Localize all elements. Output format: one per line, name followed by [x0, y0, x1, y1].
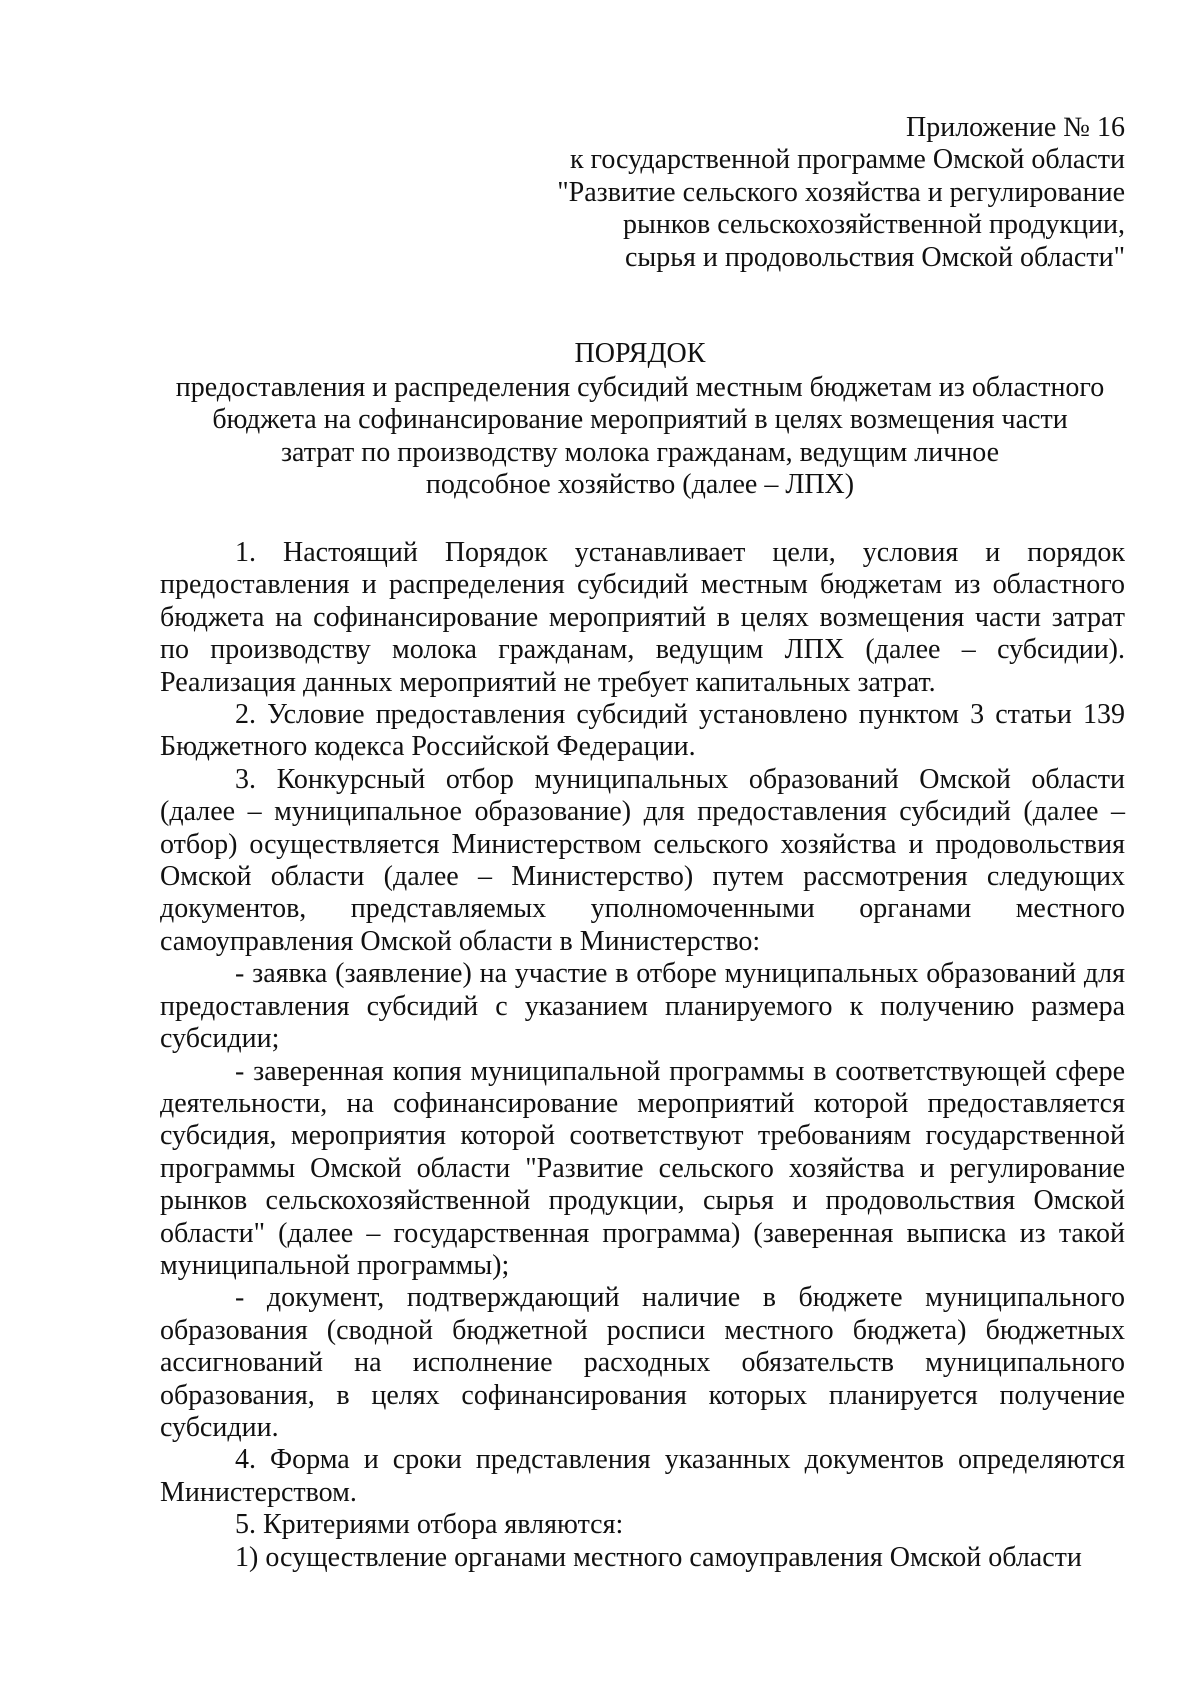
paragraph-2: 2. Условие предоставления субсидий установлено пунктом 3 статьи 139 Бюджетного кодекса Российской Федерации. — [160, 699, 1125, 763]
subtitle-line: предоставления и распределения субсидий местным бюджетам из областного — [175, 372, 1105, 403]
subtitle-line: бюджета на софинансирование мероприятий в целях возмещения части — [212, 404, 1068, 436]
document-title: ПОРЯДОК — [574, 338, 706, 369]
subtitle-line: затрат по производству молока гражданам, ведущим личное — [280, 436, 1000, 468]
appendix-header — [450, 112, 1125, 274]
paragraph-1: 1. Настоящий Порядок устанавливает цели, условия и порядок предоставления и распределения субсидий местным бюджетам из областного бюджета на софинансирование мероприятий в целях возмещения части затрат по производству молока гражданам, ведущим ЛПХ (далее – субсидии). Реализация данных мероприятий не требует капитальных затрат. — [160, 537, 1125, 698]
document-subtitle — [160, 372, 1120, 502]
list-item-budget-document: - документ, подтверждающий наличие в бюджете муниципального образования (сводной бюджетной росписи местного бюджета) бюджетных ассигнований на исполнение расходных обязательств муниципального образования, в целях софинансирования которых планируется получение субсидии. — [160, 1282, 1125, 1443]
list-item-application: - заявка (заявление) на участие в отборе муниципальных образований для предоставления субсидий с указанием планируемого к получению размера субсидии; — [160, 958, 1125, 1055]
subtitle-line: подсобное хозяйство (далее – ЛПХ) — [425, 469, 855, 501]
appendix-line: сырья и продовольствия Омской области" — [624, 241, 1125, 273]
list-item-program-copy: - заверенная копия муниципальной программы в соответствующей сфере деятельности, на софинансирование мероприятий которой предоставляется субсидия, мероприятия которой соответствуют требованиям государственной программы Омской области "Развитие сельского хозяйства и регулирование рынков сельскохозяйственной продукции, сырья и продовольствия Омской области" (далее – государственная программа) (заверенная выписка из такой муниципальной программы); — [160, 1055, 1125, 1281]
appendix-number: Приложение № 16 — [906, 112, 1125, 143]
list-item-criterion-1: 1) осуществление органами местного самоуправления Омской области — [235, 1541, 1082, 1573]
appendix-line: "Развитие сельского хозяйства и регулирование — [557, 176, 1125, 208]
paragraph-3: 3. Конкурсный отбор муниципальных образований Омской области (далее – муниципальное образование) для предоставления субсидий (далее – отбор) осуществляется Министерством сельского хозяйства и продовольствия Омской области (далее – Министерство) путем рассмотрения следующих документов, представляемых уполномоченными органами местного самоуправления Омской области в Министерство: — [160, 763, 1125, 957]
appendix-line: к государственной программе Омской области — [569, 144, 1125, 176]
paragraph-4: 4. Форма и сроки представления указанных документов определяются Министерством. — [160, 1444, 1125, 1508]
document-body — [160, 537, 1125, 1574]
paragraph-5: 5. Критериями отбора являются: — [235, 1509, 624, 1541]
appendix-line: рынков сельскохозяйственной продукции, — [623, 209, 1125, 241]
